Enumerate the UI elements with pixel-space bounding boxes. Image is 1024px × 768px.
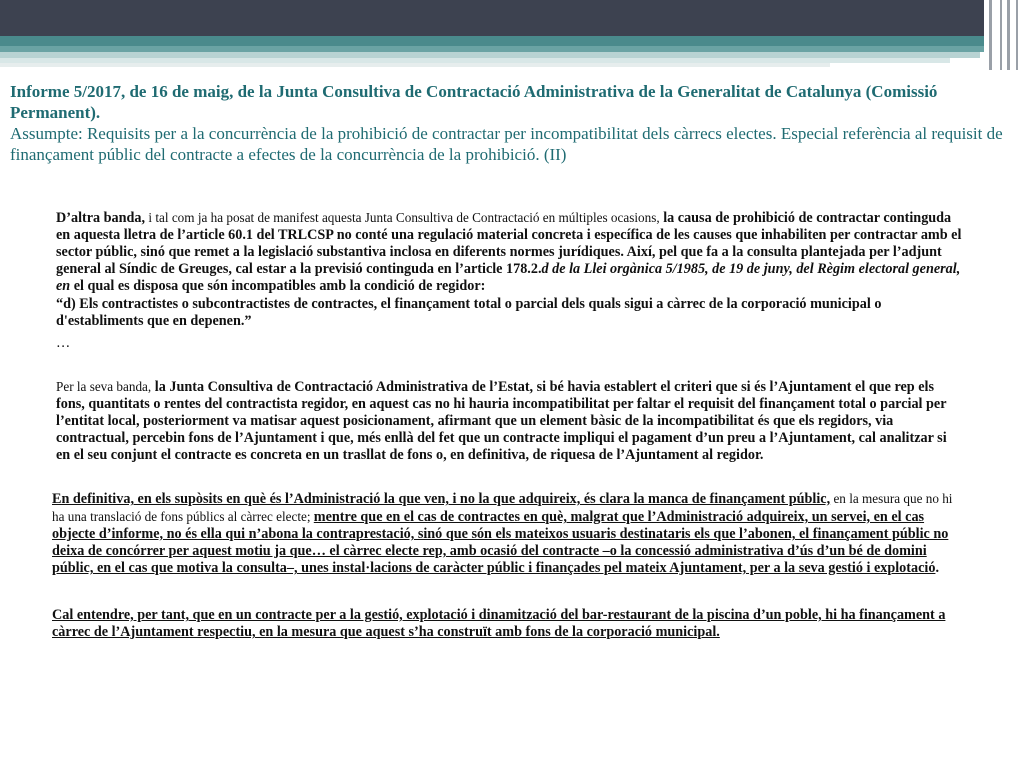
p1-lead: D’altra banda,: [56, 210, 146, 226]
p1-italic: d de la Llei orgànica 5/1985, de 19 de juny, del Règim electoral general, en: [56, 261, 961, 294]
paragraph-1: [52, 209, 964, 295]
p1-tail: el qual es disposa que són incompatibles amb la condició de regidor:: [70, 278, 486, 294]
vertical-bar: [989, 0, 992, 70]
header-band-grey: [0, 63, 830, 67]
p5-underlined-1: En definitiva, en els supòsits en què és l’Administració la que ven, i no la que adquireix, és clara la manca de finançament públic,: [52, 491, 831, 507]
decorative-vertical-bars: [984, 0, 1024, 72]
p4-bold: la Junta Consultiva de Contractació Administrativa de l’Estat, si bé havia establert el criteri que si és l’Ajuntament el que rep els fons, quantitats o rentes del contractista regidor, en aquest cas no hi hauria incompatibilitat per faltar el requisit del finançament total o parcial per l’entitat local, posteriorment va matisar aquest posicionament, afirmant que un element bàsic de la incompatibilitat és que els regidors, via contractual, percebin fons de l’Ajuntament i que, més enllà del fet que un contracte impliqui el pagament d’un preu a l’Ajuntament, cal analitzar si en el seu conjunt el contracte es concreta en un trasllat de fons o, en definitiva, de riquesa de l’Ajuntament al regidor.: [56, 379, 947, 463]
p5-underlined-2: mentre que en el cas de contractes en què, malgrat que l’Administració adquireix, un servei, en el cas objecte d’informe, no és ella qui n’abona la contraprestació, sinó que són els mateixos usuaris destinataris els que l’abonen, el finançament públic no deixa de concórrer per aquest motiu ja que… el càrrec electe rep, amb ocasió del contracte –o la concessió administrativa d’ús d’un bé de domini públic, en el cas que motiva la consulta–, unes instal·lacions de caràcter públic i finançades pel mateix Ajuntament, per a la seva gestió i explotació: [52, 509, 949, 576]
p5-plain: en la mesura que no hi ha una translació de fons públics al càrrec electe;: [52, 491, 953, 524]
paragraph-5: [52, 490, 964, 577]
vertical-bar: [1000, 0, 1002, 70]
paragraph-6: Cal entendre, per tant, que en un contracte per a la gestió, explotació i dinamització del bar-restaurant de la piscina d’un poble, hi ha finançament a càrrec de l’Ajuntament respectiu, en la mesura que aquest s’ha construït amb fons de la corporació municipal.: [52, 607, 946, 640]
slide-title: [10, 81, 1010, 165]
report-subject: Assumpte: Requisits per a la concurrència de la prohibició de contractar per incompatibilitat dels càrrecs electes. Especial referència al requisit de finançament públic del contracte a efectes de la concurrència de la prohibició. (II): [10, 124, 1003, 164]
header-band-teal: [0, 36, 1024, 46]
p1-plain: i tal com ja ha posat de manifest aquesta Junta Consultiva de Contractació en múltiples ocasions,: [145, 210, 660, 225]
paragraph-ellipsis: …: [56, 335, 71, 351]
p5-end: .: [935, 560, 939, 576]
paragraph-quote: “d) Els contractistes o subcontractistes de contractes, el finançament total o parcial dels quals sigui a càrrec de la corporació municipal o d'establiments que en depenen.”: [56, 296, 882, 329]
vertical-bar: [1007, 0, 1010, 70]
header-band-dark: [0, 0, 1024, 36]
paragraph-4: [52, 378, 964, 464]
vertical-bar: [1016, 0, 1018, 70]
slide-body: [52, 209, 964, 641]
p4-plain: Per la seva banda,: [56, 379, 152, 394]
p1-bold: la causa de prohibició de contractar continguda en aquesta lletra de l’article 60.1 del TRLCSP no conté una regulació material concreta i específica de les causes que inhabiliten per contractar amb el sector públic, sinó que remet a la legislació substantiva inclosa en diferents normes jurídiques. Així, pel que fa a la consulta plantejada per l’adjunt general al Síndic de Greuges, cal estar a la previsió continguda en l’article 178.2.: [56, 210, 962, 277]
report-title: Informe 5/2017, de 16 de maig, de la Junta Consultiva de Contractació Administrativa de la Generalitat de Catalunya (Comissió Permanent).: [10, 82, 938, 122]
